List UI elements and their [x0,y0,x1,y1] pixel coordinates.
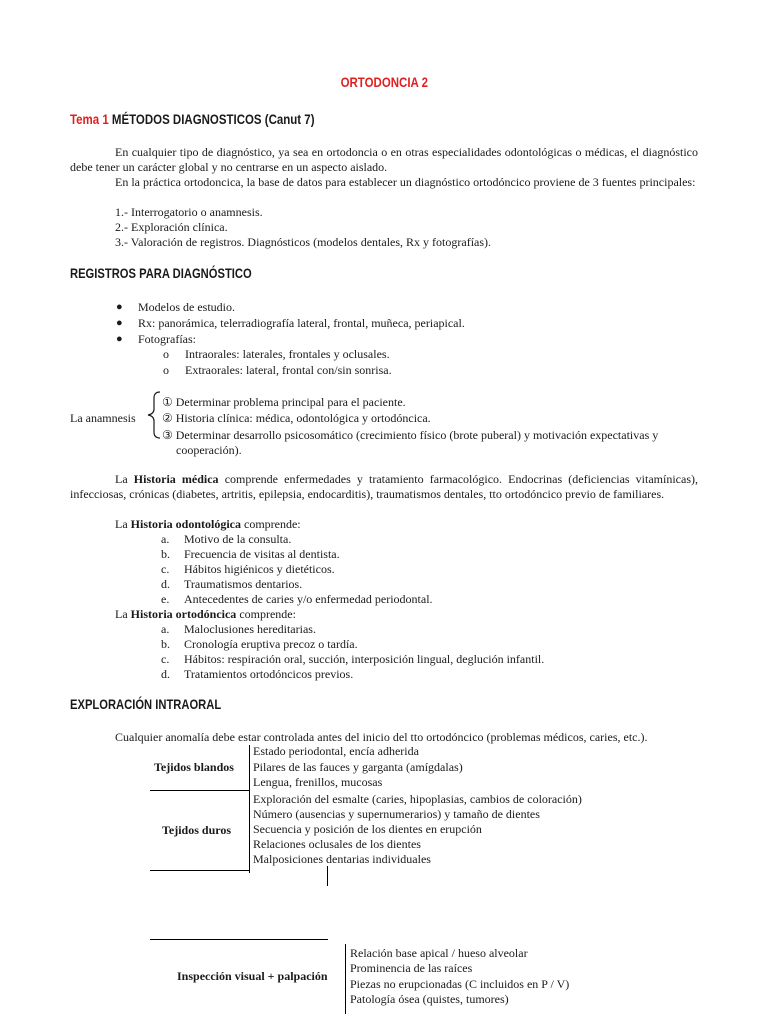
table-cell: Secuencia y posición de los dientes en erupción [253,822,482,836]
intro-item: 3.- Valoración de registros. Diagnósticos (modelos dentales, Rx y fotografías). [115,235,492,249]
list-marker: b. [161,637,170,651]
table-cell: Exploración del esmalte (caries, hipoplasias, cambios de coloración) [253,792,582,806]
list-item: Frecuencia de visitas al dentista. [184,547,340,561]
anamnesis-item: ① Determinar problema principal para el paciente. [162,395,406,409]
sub-bullet-item: Extraorales: lateral, frontal con/sin sonrisa. [185,363,392,377]
historia-medica-paragraph: La Historia médica comprende enfermedades y tratamiento farmacológico. Endocrinas (deficiencias vitamínicas), infecciosas, crónicas (diabetes, artritis, epilepsia, endocarditis), traumatismos dentales, tto ortodóncico previo de familiares. [70,472,699,501]
list-item: Hábitos higiénicos y dietéticos. [184,562,335,576]
topic-label: Tema 1 [70,111,109,127]
bullet-item: Rx: panorámica, telerradiografía lateral, frontal, muñeca, periapical. [138,316,465,330]
sub-bullet-marker: o [163,363,169,377]
anamnesis-item: ② Historia clínica: médica, odontológica y ortodóncica. [162,411,431,425]
list-marker: c. [161,652,170,666]
list-marker: d. [161,667,170,681]
list-item: Motivo de la consulta. [184,532,292,546]
list-item: Antecedentes de caries y/o enfermedad periodontal. [184,592,433,606]
topic-title: MÉTODOS DIAGNOSTICOS (Canut 7) [111,111,315,127]
table-divider [150,870,249,871]
exploracion-intro: Cualquier anomalía debe estar controlada antes del inicio del tto ortodóncico (problemas médicos, caries, etc.). [115,730,648,744]
sub-bullet-marker: o [163,347,169,361]
list-marker: d. [161,577,170,591]
row-label-inspeccion: Inspección visual + palpación [177,969,328,983]
list-marker: a. [161,622,170,636]
table-cell: Prominencia de las raíces [350,961,473,975]
intro-paragraph-1: En cualquier tipo de diagnóstico, ya sea en ortodoncia o en otras especialidades odontológicas o médicas, el diagnóstico debe tener un carácter global y no centrarse en un aspecto aislado. [70,145,698,174]
table-cell: Patología ósea (quistes, tumores) [350,992,509,1006]
list-item: Cronología eruptiva precoz o tardía. [184,637,358,651]
list-marker: b. [161,547,170,561]
anamnesis-item: ③ Determinar desarrollo psicosomático (crecimiento físico (brote puberal) y motivación expectativas y [162,428,659,442]
anamnesis-item: cooperación). [176,443,242,457]
historia-orto-heading: La Historia ortodóncica comprende: [115,607,296,621]
list-marker: e. [161,592,170,606]
table-cell: Estado periodontal, encía adherida [253,744,419,758]
table-cell: Relación base apical / hueso alveolar [350,946,528,960]
bullet-icon: ● [116,333,123,345]
table-cell: Pilares de las fauces y garganta (amígdalas) [253,760,463,774]
section-heading-registros: REGISTROS PARA DIAGNÓSTICO [70,265,252,281]
bullet-item: Modelos de estudio. [138,300,235,314]
anamnesis-label: La anamnesis [70,411,136,425]
topic-heading [70,111,315,127]
row-label-tejidos-blandos: Tejidos blandos [154,760,234,774]
section-heading-exploracion: EXPLORACIÓN INTRAORAL [70,696,222,712]
list-item: Traumatismos dentarios. [184,577,303,591]
intro-item: 1.- Interrogatorio o anamnesis. [115,205,263,219]
list-item: Maloclusiones hereditarias. [184,622,316,636]
sub-bullet-item: Intraorales: laterales, frontales y oclusales. [185,347,390,361]
row-label-tejidos-duros: Tejidos duros [162,823,232,837]
table-cell: Relaciones oclusales de los dientes [253,837,421,851]
table-cell: Malposiciones dentarias individuales [253,852,431,866]
table-cell: Lengua, frenillos, mucosas [253,775,383,789]
list-marker: a. [161,532,170,546]
table-cell: Piezas no erupcionadas (C incluidos en P / V) [350,977,570,991]
page-title: ORTODONCIA 2 [340,74,428,90]
table-divider [249,745,250,873]
table-divider [150,939,328,940]
bullet-item: Fotografías: [138,332,196,346]
historia-odonto-heading: La Historia odontológica comprende: [115,517,301,531]
list-item: Hábitos: respiración oral, succión, interposición lingual, deglución infantil. [184,652,545,666]
bullet-icon: ● [116,301,123,313]
brace-icon [146,390,162,440]
list-marker: c. [161,562,170,576]
intro-paragraph-2: En la práctica ortodoncica, la base de datos para establecer un diagnóstico ortodóncico proviene de 3 fuentes principales: [115,175,696,189]
bullet-icon: ● [116,317,123,329]
list-item: Tratamientos ortodóncicos previos. [184,667,354,681]
table-cell: Número (ausencias y supernumerarios) y tamaño de dientes [253,807,540,821]
table-divider [345,944,346,1014]
table-divider [327,866,328,886]
table-divider [150,790,249,791]
intro-item: 2.- Exploración clínica. [115,220,228,234]
